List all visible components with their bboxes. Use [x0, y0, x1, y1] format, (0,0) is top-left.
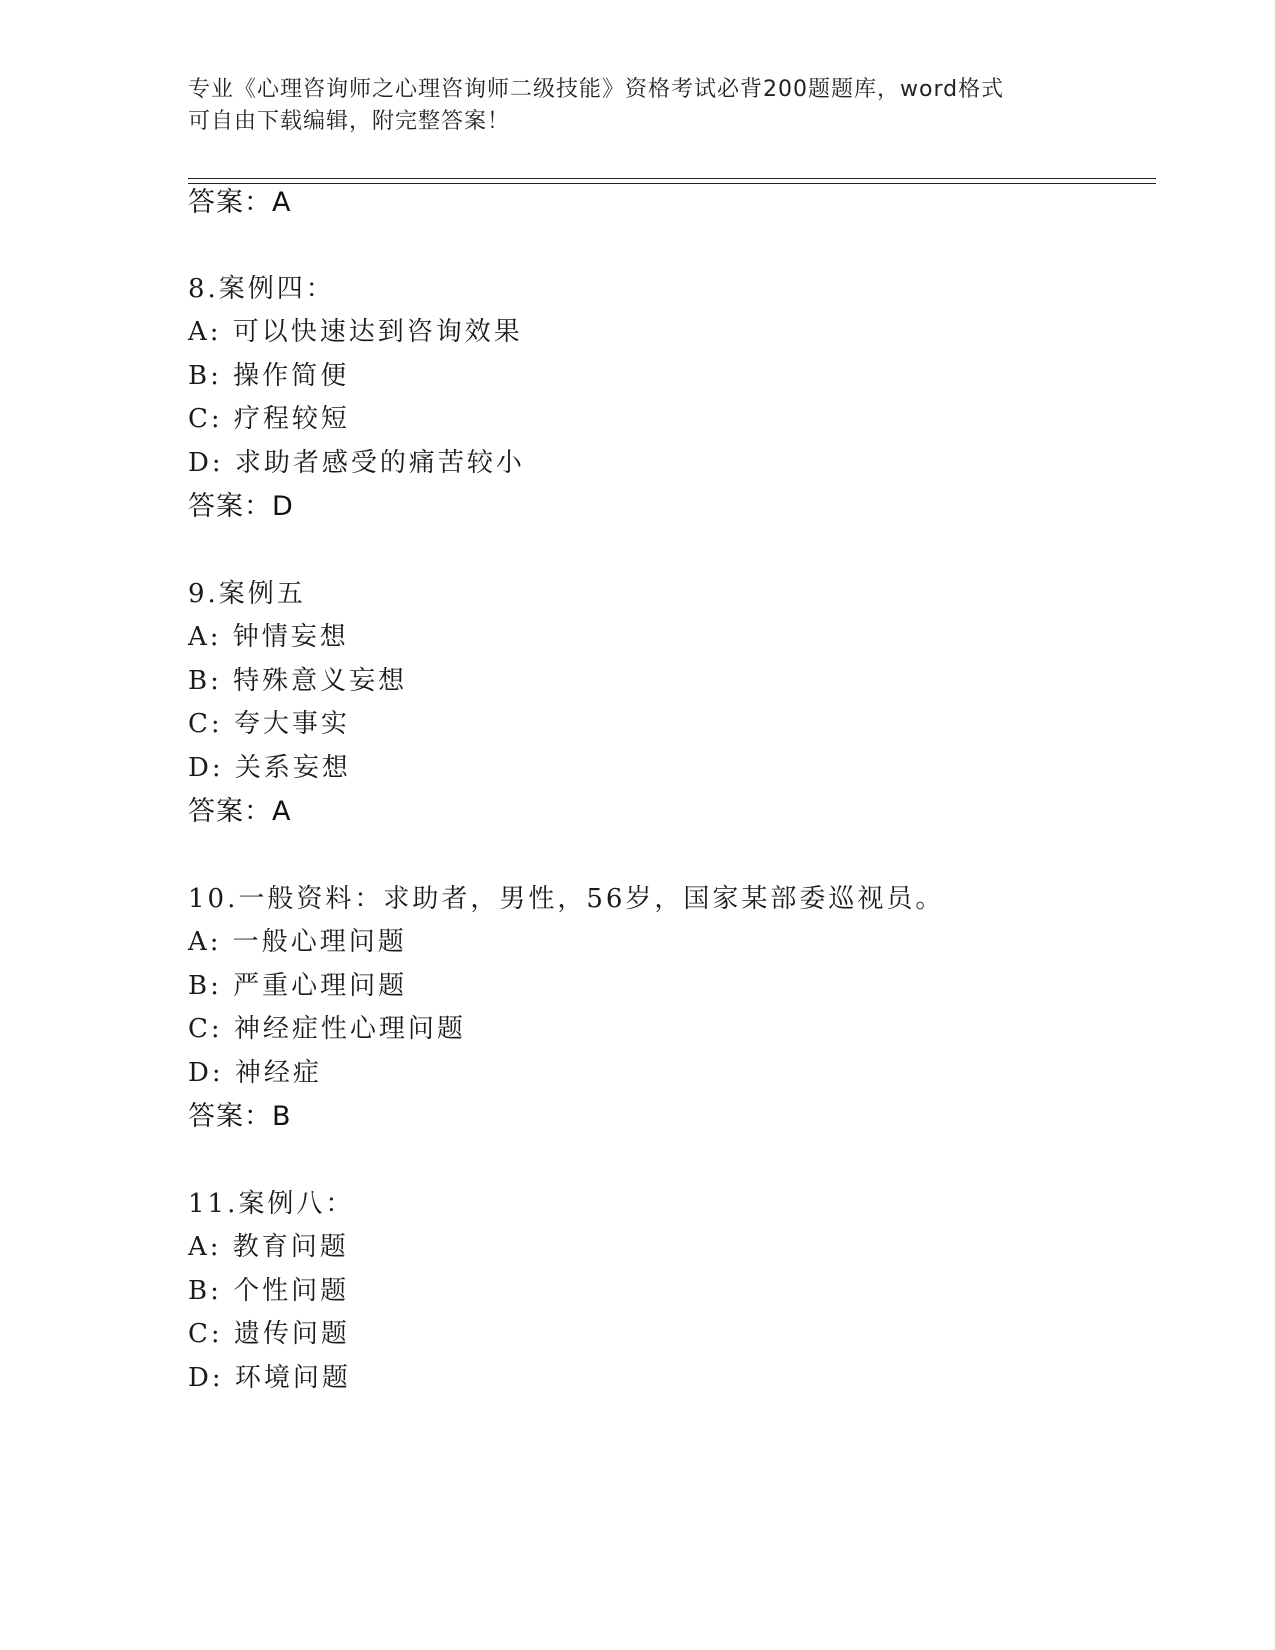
question-11-option-c: C: 遗传问题	[188, 1319, 350, 1349]
question-10: 10.一般资料：求助者，男性，56岁，国家某部委巡视员。	[188, 884, 945, 914]
question-9-option-b: B: 特殊意义妄想	[188, 666, 408, 696]
header-divider-top	[188, 178, 1156, 179]
question-11-option-d: D: 环境问题	[188, 1363, 351, 1393]
header-title-line-1: 专业《心理咨询师之心理咨询师二级技能》资格考试必背200题题库，word格式	[188, 77, 1005, 102]
question-9-option-a: A: 钟情妄想	[188, 622, 349, 652]
header-title-line-2: 可自由下载编辑，附完整答案！	[188, 109, 511, 134]
question-10-option-d: D: 神经症	[188, 1058, 322, 1088]
question-11-option-b: B: 个性问题	[188, 1276, 350, 1306]
question-8-option-c: C: 疗程较短	[188, 404, 350, 434]
question-9-option-d: D: 关系妄想	[188, 753, 351, 783]
question-8-option-a: A: 可以快速达到咨询效果	[188, 317, 523, 347]
question-10-option-c: C: 神经症性心理问题	[188, 1014, 466, 1044]
answer-line-10: 答案：B	[188, 1101, 292, 1132]
answer-line-8: 答案：D	[188, 491, 294, 522]
question-10-option-a: A: 一般心理问题	[188, 927, 407, 957]
answer-line-9: 答案：A	[188, 796, 292, 827]
question-8-option-d: D: 求助者感受的痛苦较小	[188, 448, 525, 478]
answer-line-7: 答案：A	[188, 187, 292, 218]
question-11-option-a: A: 教育问题	[188, 1232, 349, 1262]
question-8: 8.案例四：	[188, 274, 335, 304]
question-9: 9.案例五	[188, 579, 306, 609]
document-header	[188, 74, 1088, 138]
question-8-option-b: B: 操作简便	[188, 361, 350, 391]
header-divider-bottom	[188, 183, 1156, 184]
question-11: 11.案例八：	[188, 1189, 355, 1219]
question-10-option-b: B: 严重心理问题	[188, 971, 408, 1001]
question-9-option-c: C: 夸大事实	[188, 709, 350, 739]
